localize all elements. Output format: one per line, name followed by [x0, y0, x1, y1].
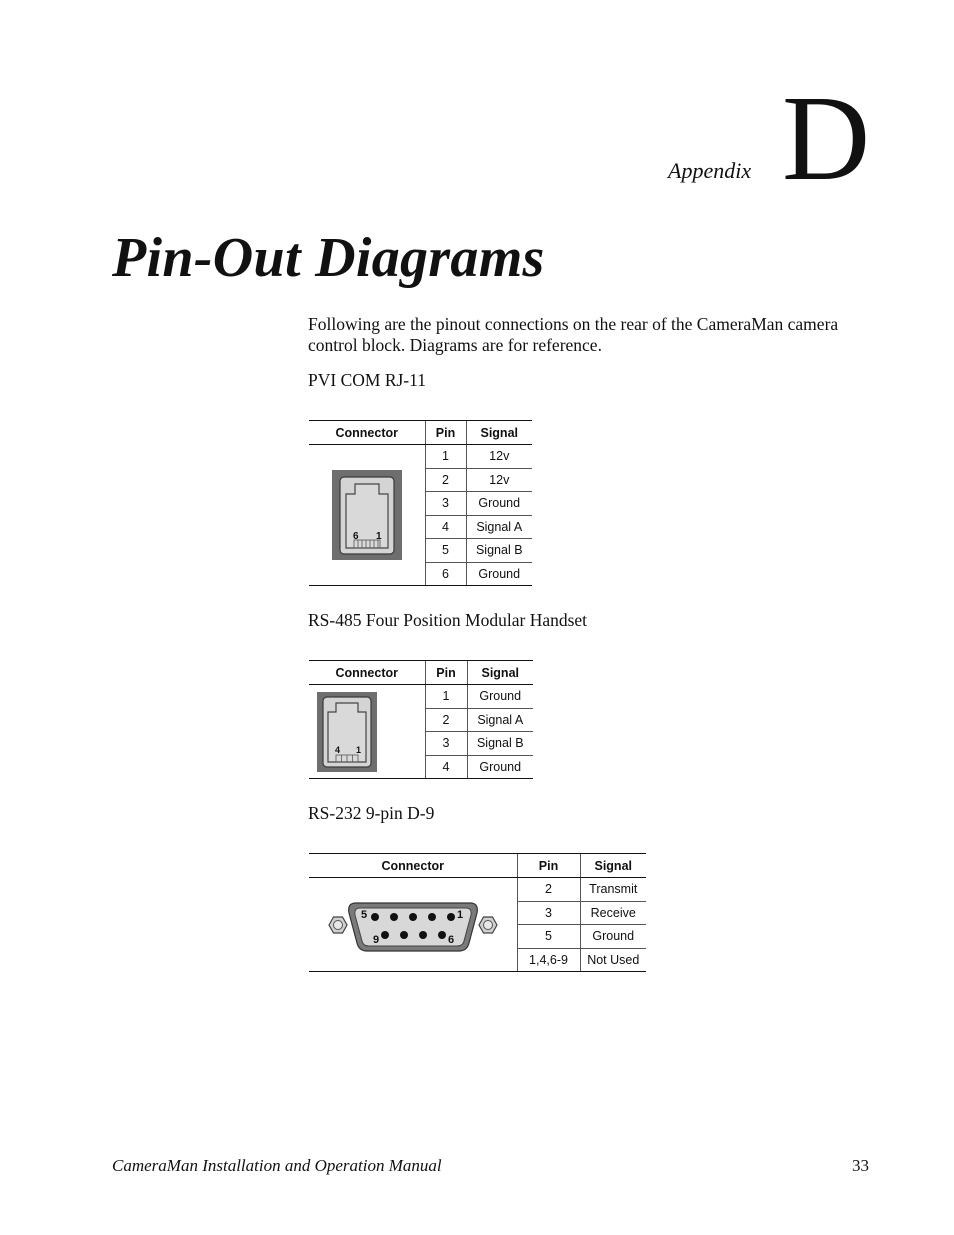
pin-cell: 2 [425, 708, 467, 732]
signal-cell: Transmit [580, 878, 646, 902]
pin-cell: 2 [425, 468, 466, 492]
pin-cell: 3 [425, 492, 466, 516]
signal-cell: Not Used [580, 948, 646, 972]
rj11-connector-icon [332, 470, 402, 560]
pin-cell: 6 [425, 562, 466, 586]
pin-cell: 1 [425, 685, 467, 709]
connector-pin-label: 1 [375, 531, 382, 542]
signal-cell: Ground [466, 562, 532, 586]
table-header-row [309, 854, 646, 878]
pin-cell: 3 [425, 732, 467, 756]
pinout-table-rs485 [309, 660, 533, 779]
section-label-rs485: RS-485 Four Position Modular Handset [308, 610, 588, 630]
pin-cell: 5 [517, 925, 580, 949]
signal-cell: Signal B [466, 539, 532, 563]
table-header-row [309, 421, 532, 445]
section-label-rs232: RS-232 9-pin D-9 [308, 803, 435, 823]
column-header-signal: Signal [580, 854, 646, 878]
connector-pin-label: 4 [335, 744, 341, 755]
signal-cell: Ground [466, 492, 532, 516]
table-row [309, 685, 533, 709]
db9-connector-icon [323, 893, 503, 957]
rj-handset-connector-icon [317, 692, 377, 772]
signal-cell: 12v [466, 445, 532, 469]
signal-cell: Ground [467, 755, 533, 779]
connector-cell [309, 878, 517, 972]
pinout-table-pvi-com [309, 420, 532, 586]
signal-cell: Receive [580, 901, 646, 925]
left-screw-icon [329, 917, 347, 933]
column-header-pin: Pin [517, 854, 580, 878]
signal-cell: Signal B [467, 732, 533, 756]
connector-cell [309, 685, 425, 779]
connector-pin-label: 6 [447, 933, 454, 946]
intro-paragraph: Following are the pinout connections on the rear of the CameraMan camera control block. Diagrams are for reference. [308, 314, 839, 355]
pin-cell: 1,4,6-9 [517, 948, 580, 972]
column-header-signal: Signal [466, 421, 532, 445]
column-header-connector: Connector [309, 854, 517, 878]
connector-pin-label: 9 [372, 933, 379, 946]
pin-cell: 4 [425, 755, 467, 779]
right-screw-icon [479, 917, 497, 933]
page-title: Pin-Out Diagrams [112, 227, 545, 289]
pin-cell: 4 [425, 515, 466, 539]
signal-cell: Signal A [467, 708, 533, 732]
footer-page-number: 33 [852, 1156, 869, 1175]
footer-manual-title: CameraMan Installation and Operation Manual [112, 1156, 442, 1175]
signal-cell: Ground [580, 925, 646, 949]
signal-cell: Ground [467, 685, 533, 709]
column-header-pin: Pin [425, 421, 466, 445]
column-header-connector: Connector [309, 661, 425, 685]
appendix-letter: D [782, 71, 871, 206]
connector-cell [309, 445, 425, 586]
pin-cell: 2 [517, 878, 580, 902]
column-header-connector: Connector [309, 421, 425, 445]
section-label-pvi-com: PVI COM RJ-11 [308, 370, 426, 390]
column-header-signal: Signal [467, 661, 533, 685]
pin-cell: 5 [425, 539, 466, 563]
table-row [309, 878, 646, 902]
appendix-label: Appendix [668, 158, 752, 183]
table-row [309, 445, 532, 469]
signal-cell: Signal A [466, 515, 532, 539]
connector-pin-label: 6 [352, 531, 359, 542]
signal-cell: 12v [466, 468, 532, 492]
connector-pin-label: 1 [456, 908, 463, 921]
column-header-pin: Pin [425, 661, 467, 685]
pin-cell: 1 [425, 445, 466, 469]
table-header-row [309, 661, 533, 685]
pin-cell: 3 [517, 901, 580, 925]
pinout-table-rs232 [309, 853, 646, 972]
connector-pin-label: 5 [360, 908, 367, 921]
connector-pin-label: 1 [356, 744, 362, 755]
